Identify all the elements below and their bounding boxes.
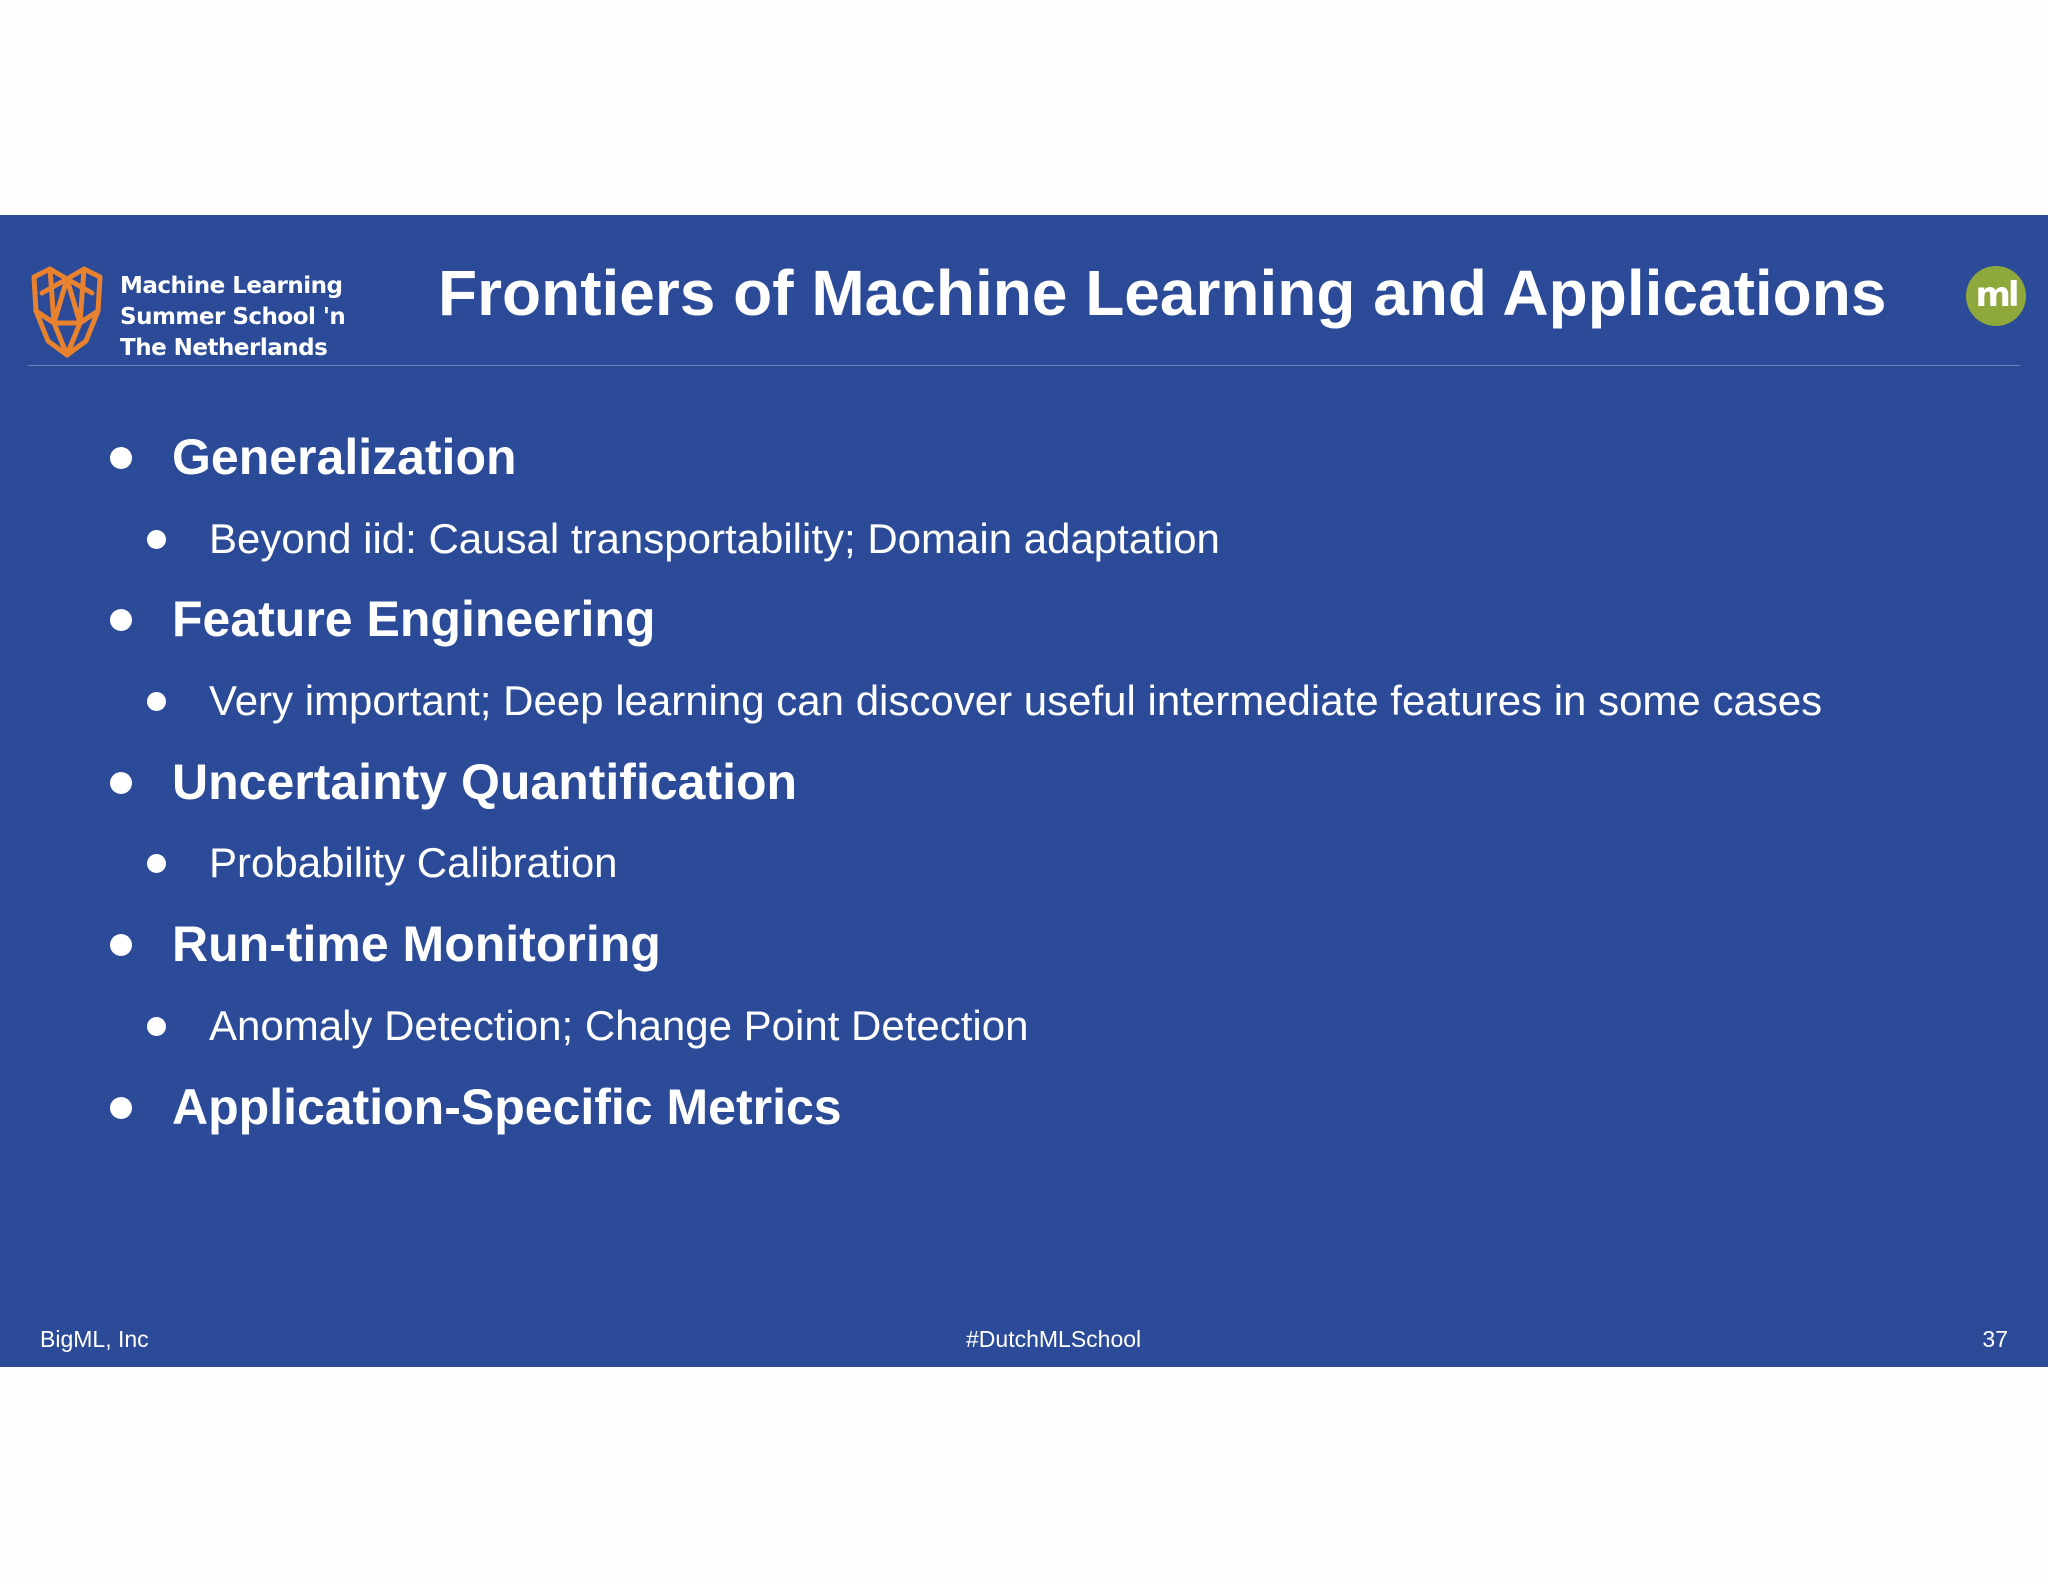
bullet-dot-icon [110,1097,132,1119]
school-logo-line-3: The Netherlands [120,335,328,361]
sub-bullet-item-probability-calibration [209,837,618,889]
footer-hashtag: #DutchMLSchool [966,1326,1142,1352]
bigml-logo-icon: ml [1966,266,2026,326]
bullet-dot-icon [110,772,132,794]
sub-bullet-item-anomaly-detection [209,1000,1028,1052]
bullet-text: Anomaly Detection; Change Point Detection [209,1002,1029,1049]
footer-company: BigML, Inc [40,1326,149,1352]
bullet-item-uncertainty-quantification [172,752,797,812]
bullet-text: Beyond iid: Causal transportability; Domain adaptation [209,515,1220,562]
bullet-text: Feature Engineering [172,591,656,647]
sub-bullet-item-very-important [209,675,1822,727]
bullet-dot-icon [147,1017,166,1036]
title-divider [28,365,2020,366]
slide-title: Frontiers of Machine Learning and Applications [438,257,1887,329]
bullet-text: Probability Calibration [209,839,618,886]
school-logo-text [120,271,345,364]
bullet-text: Uncertainty Quantification [172,754,798,810]
page-number: 37 [1982,1326,2008,1352]
bullet-dot-icon [110,447,132,469]
bullet-item-application-specific-metrics [172,1077,842,1137]
bullet-text: Very important; Deep learning can discover useful intermediate features in some cases [209,677,1823,724]
bullet-item-generalization [172,427,517,487]
bullet-dot-icon [110,609,132,631]
school-logo-line-1: Machine Learning [120,273,343,299]
bullet-item-feature-engineering [172,589,655,649]
bullet-dot-icon [110,934,132,956]
slide [0,215,2048,1367]
school-emblem-icon [28,265,106,359]
bullet-item-run-time-monitoring [172,914,661,974]
school-logo [28,251,346,361]
bullet-text: Run-time Monitoring [172,916,661,972]
bullet-dot-icon [147,854,166,873]
bullet-dot-icon [147,530,166,549]
bullet-text: Application-Specific Metrics [172,1079,842,1135]
bullet-text: Generalization [172,429,517,485]
school-logo-line-2: Summer School 'n [120,304,346,330]
bullet-dot-icon [147,692,166,711]
sub-bullet-item-beyond-iid [209,513,1220,565]
